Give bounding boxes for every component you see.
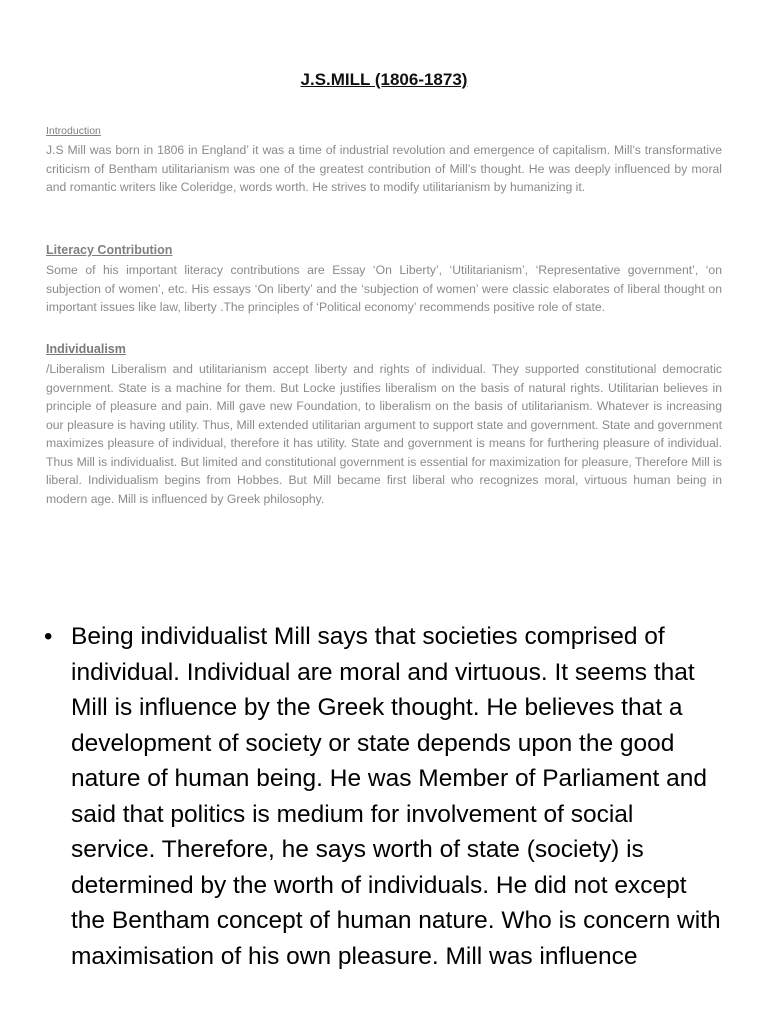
section-body-introduction: J.S Mill was born in 1806 in England’ it was a time of industrial revolution and emergence of capitalism. Mill’s transformative criticism of Bentham utilitarianism was one of the greatest contribution of Mill’s thought. He was deeply influenced by moral and romantic writers like Coleridge, words worth. He strives to modify utilitarianism by humanizing it. — [46, 143, 722, 194]
section-body-individualism: /Liberalism Liberalism and utilitarianism accept liberty and rights of individual. They supported constitutional democratic government. State is a machine for them. But Locke justifies liberalism on the basis of natural rights. Utilitarian believes in principle of pleasure and pain. Mill gave new Foundation, to liberalism on the basis of utilitarianism. Whatever is increasing our pleasure is having utility. Thus, Mill extended utilitarian argument to support state and government. State and government maximizes pleasure of individual, therefore it has utility. State and government is means for furthering pleasure of individual. Thus Mill is individualist. But limited and constitutional government is essential for maximization for pleasure, Therefore Mill is liberal. Individualism begins from Hobbes. But Mill became first liberal who recognizes moral, virtuous human being in modern age. Mill is influenced by Greek philosophy. — [46, 362, 722, 506]
bullet-item — [44, 619, 724, 974]
section-introduction — [46, 125, 722, 197]
bullet-list — [44, 619, 724, 974]
section-heading-individualism: Individualism — [46, 342, 126, 356]
document-title: J.S.MILL (1806-1873) — [300, 70, 468, 89]
section-heading-literacy-contribution: Literacy Contribution — [46, 243, 173, 257]
section-body-literacy-contribution: Some of his important literacy contributions are Essay ‘On Liberty’, ‘Utilitarianism’, ‘Representative government’, ‘on subjection of women’, etc. His essays ‘On liberty’ and the ‘subjection of women’ were classic elaborates of liberal thought on important issues like law, liberty .The principles of ‘Political economy’ recommends positive role of state. — [46, 263, 722, 314]
section-heading-introduction: Introduction — [46, 125, 101, 137]
bullet-marker: • — [44, 623, 53, 650]
section-literacy-contribution — [46, 243, 722, 317]
section-individualism — [46, 342, 722, 508]
bullet-text: Being individualist Mill says that societies comprised of individual. Individual are moral and virtuous. It seems that Mill is influence by the Greek thought. He believes that a development of society or state depends upon the good nature of human being. He was Member of Parliament and said that politics is medium for involvement of social service. Therefore, he says worth of state (society) is determined by the worth of individuals. He did not except the Bentham concept of human nature. Who is concern with maximisation of his own pleasure. Mill was influence — [71, 623, 721, 970]
